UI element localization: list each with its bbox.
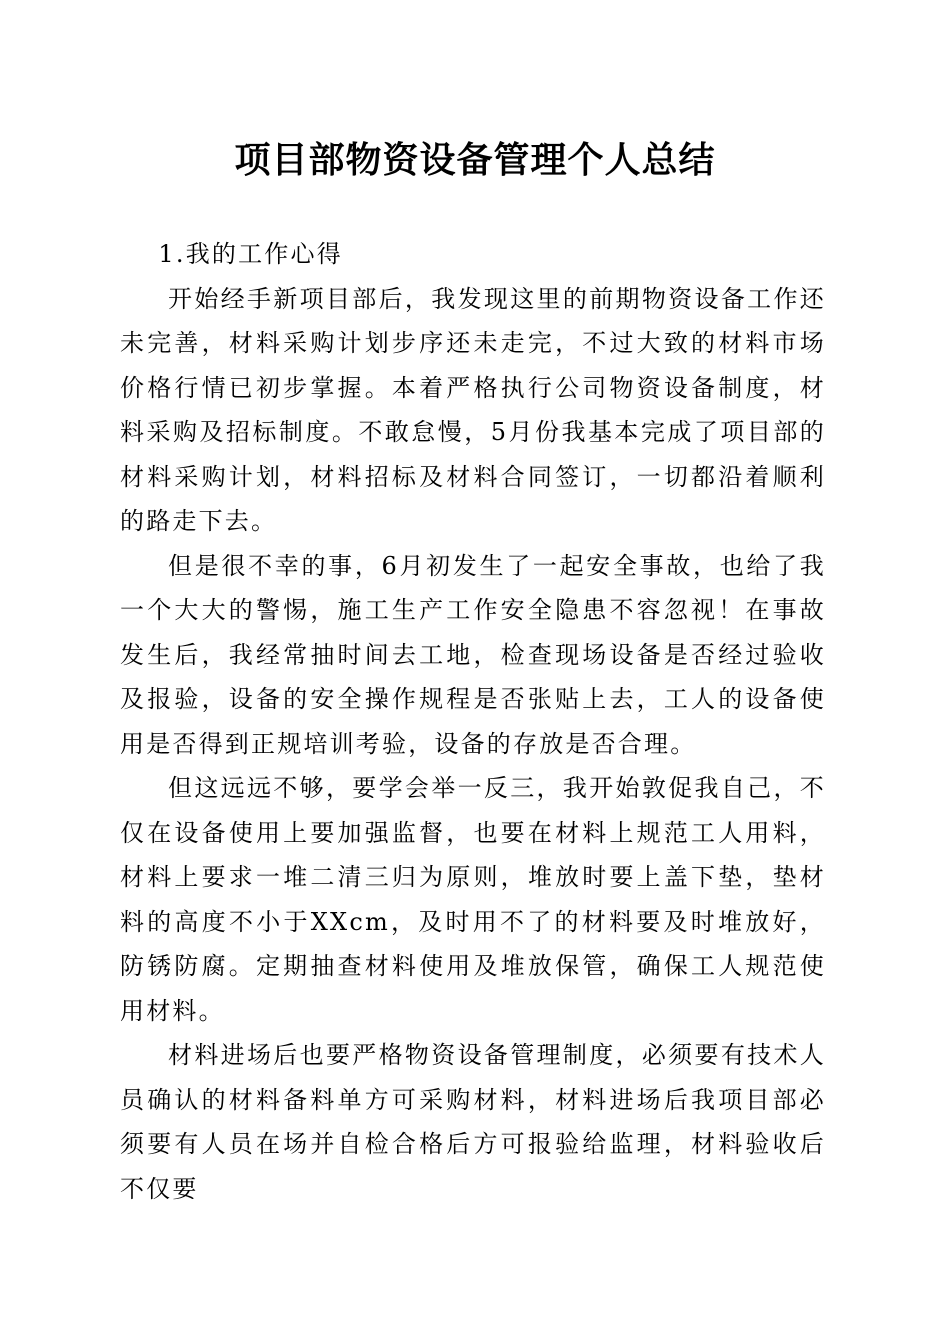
document-title: 项目部物资设备管理个人总结 [234, 139, 716, 181]
paragraph: 开始经手新项目部后，我发现这里的前期物资设备工作还未完善，材料采购计划步序还未走完，不过大致的材料市场价格行情已初步掌握。本着严格执行公司物资设备制度，材料采购及招标制度。不敢怠慢，5月份我基本完成了项目部的材料采购计划，材料招标及材料合同签订，一切都沿着顺利的路走下去。 [120, 284, 826, 535]
paragraph: 材料进场后也要严格物资设备管理制度，必须要有技术人员确认的材料备料单方可采购材料，材料进场后我项目部必须要有人员在场并自检合格后方可报验给监理，材料验收后不仅要 [120, 1041, 826, 1203]
document-body [120, 232, 826, 1211]
paragraph: 但是很不幸的事，6月初发生了一起安全事故，也给了我一个大大的警惕，施工生产工作安全隐患不容忽视！在事故发生后，我经常抽时间去工地，检查现场设备是否经过验收及报验，设备的安全操作规程是否张贴上去，工人的设备使用是否得到正规培训考验，设备的存放是否合理。 [120, 551, 826, 758]
section-heading: 1.我的工作心得 [158, 240, 343, 268]
paragraph: 但这远远不够，要学会举一反三，我开始敦促我自己，不仅在设备使用上要加强监督，也要在材料上规范工人用料，材料上要求一堆二清三归为原则，堆放时要上盖下垫，垫材料的高度不小于XXcm，及时用不了的材料要及时堆放好，防锈防腐。定期抽查材料使用及堆放保管，确保工人规范使用材料。 [120, 774, 826, 1025]
